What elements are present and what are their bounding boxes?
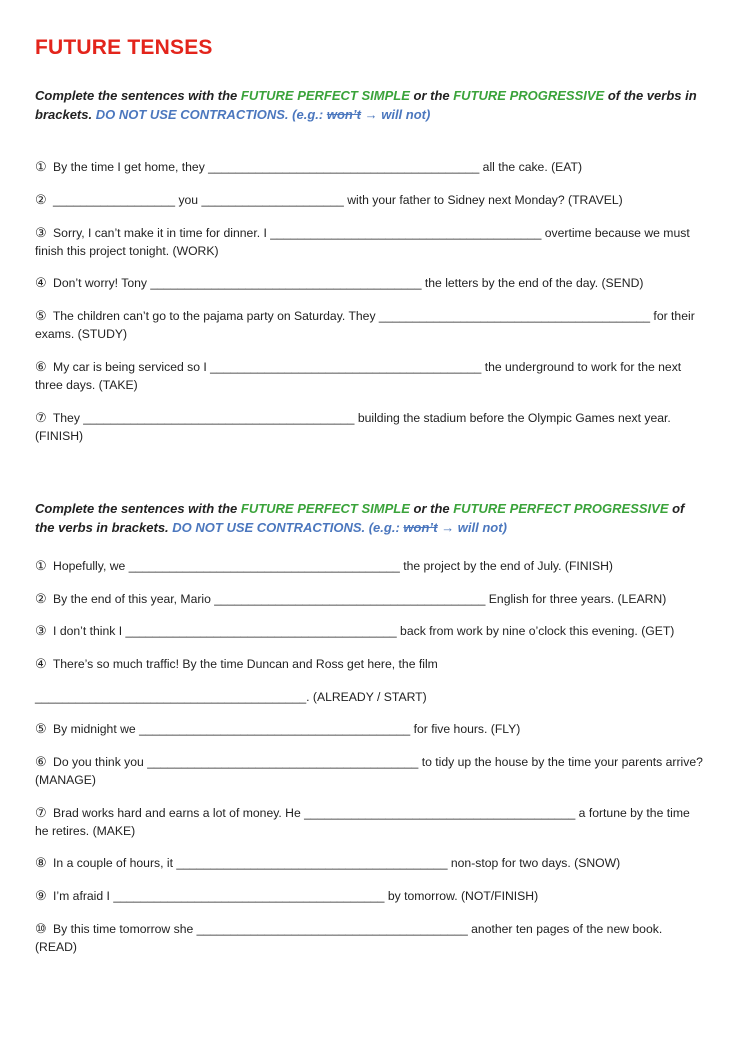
exercise-item-continuation [35,688,703,706]
item-number: ② [35,591,47,606]
instruction-text: or the [409,88,454,103]
exercise-item [35,557,703,575]
tense-b-label: FUTURE PERFECT PROGRESSIVE [453,501,669,516]
exercise-item [35,804,703,840]
exercise-item [35,307,703,343]
item-number: ① [35,558,47,573]
item-text: ________________________________________. (ALREADY / START) [35,690,427,704]
exercise-item [35,358,703,394]
exercise-item [35,158,703,176]
item-text: I’m afraid I ________________________________________ by tomorrow. (NOT/FINISH) [53,889,539,903]
item-text: By midnight we ________________________________________ for five hours. (FLY) [53,722,521,736]
tense-b-label: FUTURE PROGRESSIVE [453,88,605,103]
item-text: By this time tomorrow she ________________________________________ another ten pages of the new book. (READ) [35,922,663,954]
item-number: ⑤ [35,308,47,323]
item-text: My car is being serviced so I ________________________________________ the underground to work for the next three days. (TAKE) [35,360,682,392]
item-text: Brad works hard and earns a lot of money. He ________________________________________ a fortune by the time he retires. (MAKE) [35,806,690,838]
item-number: ⑧ [35,855,47,870]
item-text: The children can’t go to the pajama party on Saturday. They ________________________________________ for their exams. (STUDY) [35,309,695,341]
contractions-note: DO NOT USE CONTRACTIONS. (e.g.: won’t → will not) [172,520,507,535]
struck-example: won’t [326,107,361,122]
exercise-item [35,655,703,673]
item-text: By the time I get home, they ________________________________________ all the cake. (EAT) [53,160,583,174]
exercise-item [35,720,703,738]
item-number: ② [35,192,47,207]
exercise-item [35,753,703,789]
tense-a-label: FUTURE PERFECT SIMPLE [240,501,410,516]
item-number: ⑦ [35,805,47,820]
instruction-text: Complete the sentences with the [35,88,241,103]
item-number: ⑥ [35,754,47,769]
exercise-item [35,920,703,956]
item-number: ⑩ [35,921,47,936]
tense-a-label: FUTURE PERFECT SIMPLE [240,88,410,103]
instruction-text: Complete the sentences with the [35,501,241,516]
item-number: ① [35,159,47,174]
instruction-text: or the [409,501,454,516]
item-number: ⑤ [35,721,47,736]
instruction-text: of the verbs in brackets. [35,501,685,535]
item-number: ④ [35,275,47,290]
item-text: Sorry, I can’t make it in time for dinner. I ________________________________________ overtime because we must finish this project tonight. (WORK) [35,226,690,258]
exercise-item [35,622,703,640]
item-number: ③ [35,225,47,240]
item-text: __________________ you _____________________ with your father to Sidney next Monday? (TRAVEL) [53,193,623,207]
item-number: ⑥ [35,359,47,374]
instruction-text: of the verbs in brackets. [35,88,697,122]
exercise-item [35,191,703,209]
section2-instruction [35,499,705,537]
item-text: There’s so much traffic! By the time Duncan and Ross get here, the film [52,657,438,671]
page-title: FUTURE TENSES [35,36,213,59]
exercise-item [35,274,703,292]
item-number: ③ [35,623,47,638]
item-text: Hopefully, we ________________________________________ the project by the end of July. (FINISH) [53,559,613,573]
section1-instruction [35,86,705,124]
item-text: Don’t worry! Tony ________________________________________ the letters by the end of the day. (SEND) [53,276,644,290]
item-text: I don’t think I ________________________________________ back from work by nine o’clock this evening. (GET) [53,624,675,638]
exercise-item [35,590,703,608]
item-text: By the end of this year, Mario ________________________________________ English for three years. (LEARN) [53,592,667,606]
exercise-item [35,854,703,872]
item-number: ④ [35,656,47,671]
exercise-item [35,224,703,260]
item-number: ⑦ [35,410,47,425]
item-text: Do you think you ________________________________________ to tidy up the house by the time your parents arrive? (MANAGE) [35,755,703,787]
item-text: In a couple of hours, it ________________________________________ non-stop for two days. (SNOW) [53,856,621,870]
struck-example: won’t [403,520,438,535]
item-number: ⑨ [35,888,47,903]
exercise-item [35,409,703,445]
item-text: They ________________________________________ building the stadium before the Olympic Games next year. (FINISH) [35,411,671,443]
contractions-note: DO NOT USE CONTRACTIONS. (e.g.: won’t → will not) [95,107,431,122]
exercise-item [35,887,703,905]
